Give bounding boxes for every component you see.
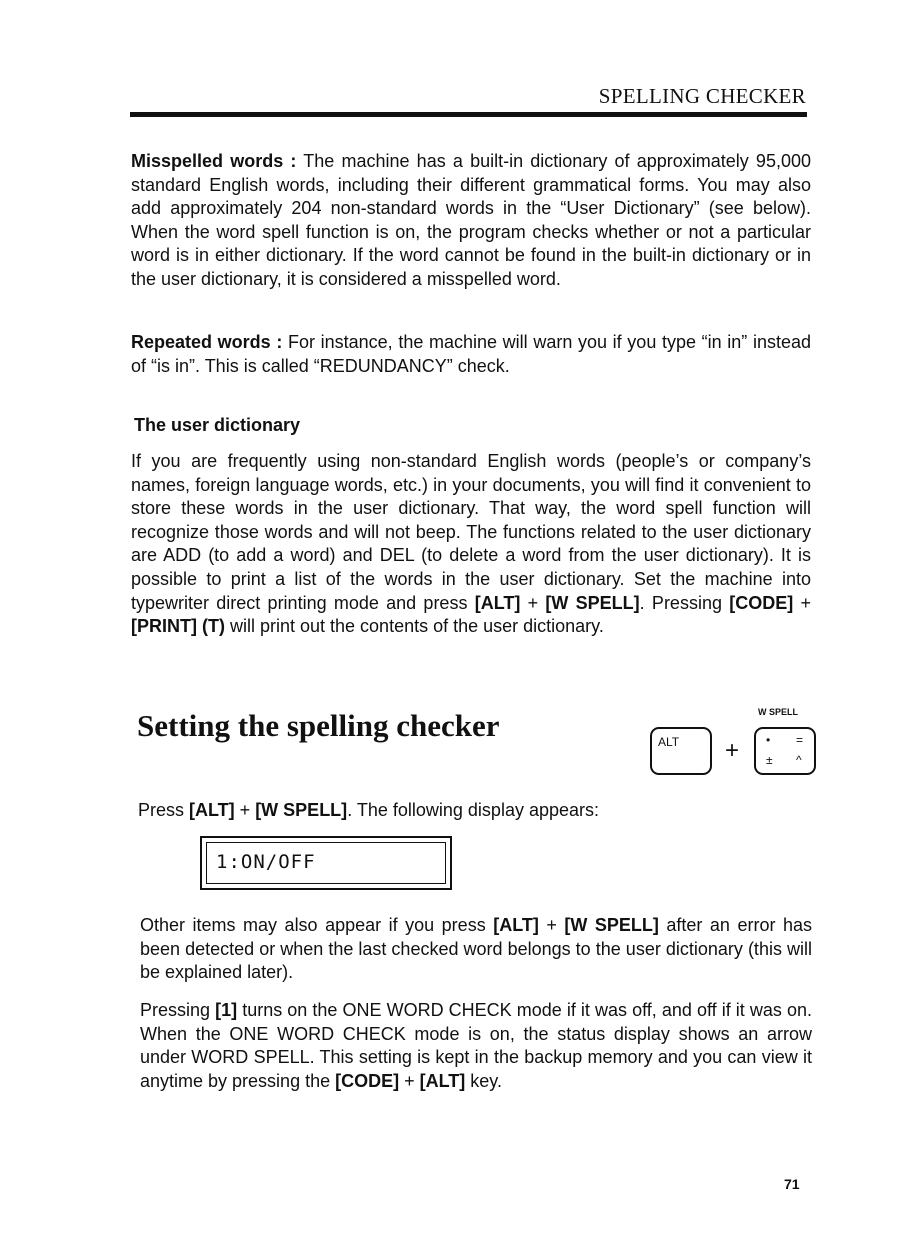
plus-icon: + bbox=[725, 737, 740, 764]
repeated-words-paragraph bbox=[131, 331, 811, 378]
user-dictionary-text-2: . Pressing bbox=[639, 592, 730, 613]
pressing-text-a: Pressing bbox=[140, 1000, 216, 1020]
pressing-text-c: key. bbox=[465, 1070, 502, 1091]
other-text-b: after an error has been detected or when the last checked word belongs to the user dictionary (this will be explained later). bbox=[140, 915, 812, 983]
key-glyph: • bbox=[766, 733, 771, 747]
key-t-ref: (T) bbox=[197, 616, 225, 637]
key-code-ref: [CODE] bbox=[335, 1070, 400, 1091]
press-instruction bbox=[138, 799, 818, 823]
key-alt-ref: [ALT] bbox=[189, 800, 235, 820]
w-spell-key-icon bbox=[754, 727, 816, 775]
plus-sign: + bbox=[793, 592, 812, 613]
plus-sign: + bbox=[520, 592, 546, 613]
misspelled-words-text: The machine has a built-in dictionary of approximately 95,000 standard English words, including their different grammatical forms. You may also add approximately 204 non-standard words in the “User Dictionary” (see below). When the word spell function is on, the program checks whether or not a particular word is in either dictionary. If the word cannot be found in the built-in dictionary or in the user dictionary, it is considered a misspelled word. bbox=[131, 151, 811, 289]
key-wspell-ref: [W SPELL] bbox=[255, 800, 348, 820]
key-alt-ref: [ALT] bbox=[419, 1070, 466, 1091]
key-glyph: = bbox=[796, 733, 804, 747]
press-prefix: Press bbox=[138, 800, 190, 820]
other-items-paragraph bbox=[140, 914, 812, 985]
w-spell-key-caption: W SPELL bbox=[758, 707, 798, 717]
key-alt-ref: [ALT] bbox=[474, 592, 521, 613]
plus-sign: + bbox=[538, 915, 565, 935]
lcd-display-text: 1:ON/OFF bbox=[216, 851, 316, 873]
header-rule bbox=[130, 112, 807, 117]
misspelled-words-paragraph bbox=[131, 150, 811, 292]
key-wspell-ref: [W SPELL] bbox=[564, 915, 659, 935]
running-header: SPELLING CHECKER bbox=[598, 84, 806, 108]
page-number: 71 bbox=[784, 1176, 800, 1192]
plus-sign: + bbox=[234, 800, 256, 820]
lcd-display bbox=[200, 836, 452, 890]
key-1-ref: [1] bbox=[215, 1000, 238, 1020]
key-combination-illustration bbox=[650, 705, 820, 790]
press-suffix: . The following display appears: bbox=[347, 800, 600, 820]
user-dictionary-text-3: will print out the contents of the user dictionary. bbox=[224, 616, 604, 637]
pressing-text-b: turns on the ONE WORD CHECK mode if it was off, and off if it was on. When the ONE WORD CHECK mode is on, the status display shows an arrow under WORD SPELL. This setting is kept in the backup memory and you can view it anytime by pressing the bbox=[140, 1000, 812, 1091]
key-wspell-ref: [W SPELL] bbox=[545, 592, 640, 613]
plus-sign: + bbox=[399, 1070, 420, 1091]
repeated-words-term: Repeated words : bbox=[131, 332, 283, 352]
one-word-check-paragraph bbox=[140, 999, 812, 1093]
user-dictionary-paragraph bbox=[131, 450, 811, 639]
other-text-a: Other items may also appear if you press bbox=[140, 915, 494, 935]
misspelled-words-term: Misspelled words : bbox=[131, 151, 297, 171]
key-glyph: ^ bbox=[796, 753, 802, 767]
user-dictionary-text-1: If you are frequently using non-standard English words (people’s or company’s names, foreign language words, etc.) in your documents, you will find it convenient to store these words in the user dictionary. That way, the word spell function will recognize those words and will not beep. The functions related to the user dictionary are ADD (to add a word) and DEL (to delete a word from the user dictionary). It is possible to print a list of the words in the user dictionary. Set the machine into typewriter direct printing mode and press bbox=[131, 451, 811, 613]
key-print-ref: [PRINT] bbox=[131, 616, 197, 637]
key-code-ref: [CODE] bbox=[729, 592, 794, 613]
alt-key-icon bbox=[650, 727, 712, 775]
key-glyph: ± bbox=[766, 753, 773, 767]
section-title: Setting the spelling checker bbox=[137, 708, 500, 743]
key-alt-ref: [ALT] bbox=[493, 915, 539, 935]
user-dictionary-heading: The user dictionary bbox=[134, 415, 301, 435]
repeated-words-text: For instance, the machine will warn you if you type “in in” instead of “is in”. This is called “REDUNDANCY” check. bbox=[131, 332, 811, 376]
alt-key-label: ALT bbox=[658, 735, 680, 749]
